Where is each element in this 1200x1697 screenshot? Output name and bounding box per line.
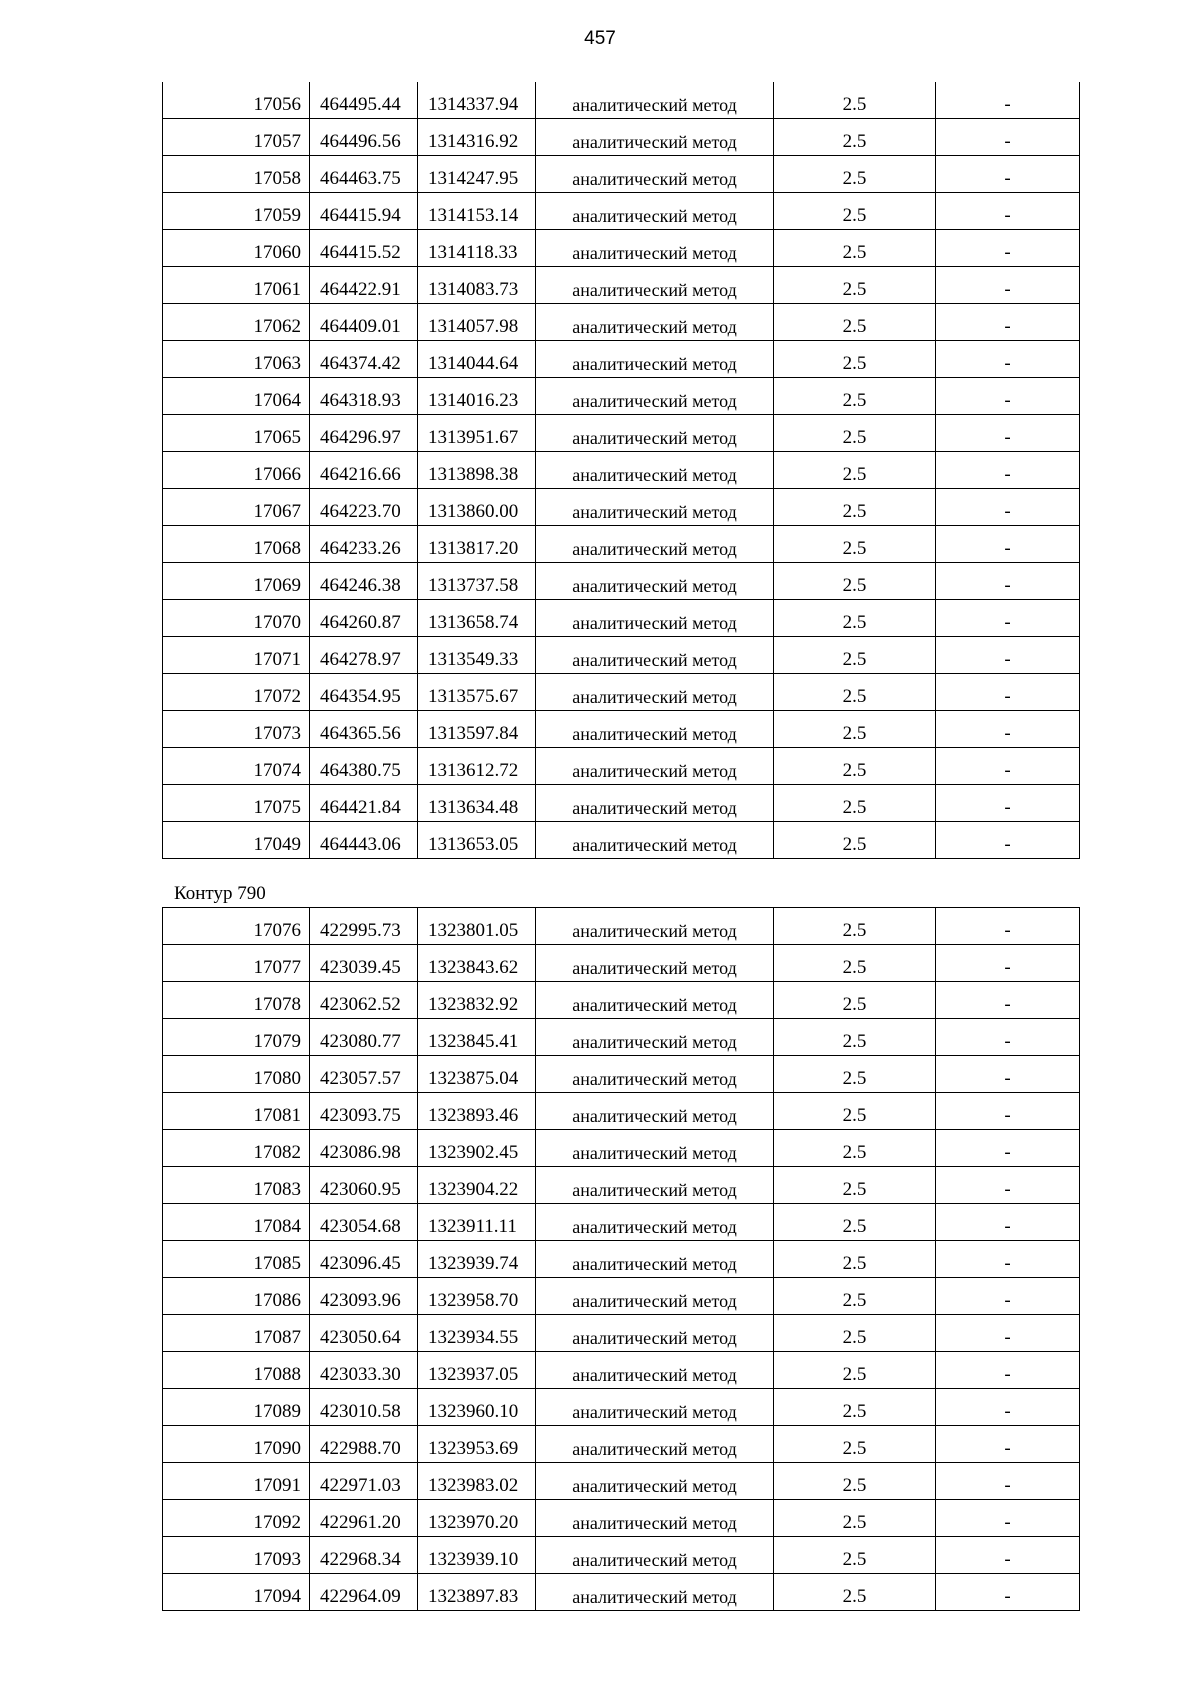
table-row bbox=[163, 452, 1080, 489]
table-row bbox=[163, 785, 1080, 822]
table-row bbox=[163, 982, 1080, 1019]
x-coordinate-cell: 464365.56 bbox=[310, 711, 418, 748]
point-number-cell: 17075 bbox=[163, 785, 310, 822]
accuracy-cell: 2.5 bbox=[774, 1389, 936, 1426]
x-coordinate-cell: 423010.58 bbox=[310, 1389, 418, 1426]
accuracy-cell: 2.5 bbox=[774, 1056, 936, 1093]
x-coordinate-cell: 464233.26 bbox=[310, 526, 418, 563]
note-cell: - bbox=[936, 1463, 1080, 1500]
x-coordinate-cell: 464421.84 bbox=[310, 785, 418, 822]
method-cell: аналитический метод bbox=[536, 1426, 774, 1463]
x-coordinate-cell: 464380.75 bbox=[310, 748, 418, 785]
note-cell: - bbox=[936, 489, 1080, 526]
note-cell: - bbox=[936, 1315, 1080, 1352]
note-cell: - bbox=[936, 748, 1080, 785]
method-cell: аналитический метод bbox=[536, 378, 774, 415]
table-row bbox=[163, 230, 1080, 267]
table-row bbox=[163, 1426, 1080, 1463]
note-cell: - bbox=[936, 1204, 1080, 1241]
accuracy-cell: 2.5 bbox=[774, 711, 936, 748]
accuracy-cell: 2.5 bbox=[774, 1241, 936, 1278]
table-row bbox=[163, 945, 1080, 982]
x-coordinate-cell: 464374.42 bbox=[310, 341, 418, 378]
table-row bbox=[163, 748, 1080, 785]
table-row bbox=[163, 1389, 1080, 1426]
point-number-cell: 17083 bbox=[163, 1167, 310, 1204]
method-cell: аналитический метод bbox=[536, 945, 774, 982]
method-cell: аналитический метод bbox=[536, 1056, 774, 1093]
y-coordinate-cell: 1313575.67 bbox=[418, 674, 536, 711]
y-coordinate-cell: 1313658.74 bbox=[418, 600, 536, 637]
y-coordinate-cell: 1314118.33 bbox=[418, 230, 536, 267]
x-coordinate-cell: 423093.75 bbox=[310, 1093, 418, 1130]
accuracy-cell: 2.5 bbox=[774, 304, 936, 341]
point-number-cell: 17076 bbox=[163, 908, 310, 945]
note-cell: - bbox=[936, 1500, 1080, 1537]
table-row bbox=[163, 1537, 1080, 1574]
table-row bbox=[163, 1500, 1080, 1537]
point-number-cell: 17063 bbox=[163, 341, 310, 378]
method-cell: аналитический метод bbox=[536, 1389, 774, 1426]
table-row bbox=[163, 1130, 1080, 1167]
note-cell: - bbox=[936, 637, 1080, 674]
table-row bbox=[163, 563, 1080, 600]
note-cell: - bbox=[936, 674, 1080, 711]
table-row bbox=[163, 119, 1080, 156]
table-row bbox=[163, 1204, 1080, 1241]
table-row bbox=[163, 193, 1080, 230]
accuracy-cell: 2.5 bbox=[774, 452, 936, 489]
x-coordinate-cell: 423062.52 bbox=[310, 982, 418, 1019]
note-cell: - bbox=[936, 341, 1080, 378]
method-cell: аналитический метод bbox=[536, 1500, 774, 1537]
x-coordinate-cell: 423093.96 bbox=[310, 1278, 418, 1315]
x-coordinate-cell: 464296.97 bbox=[310, 415, 418, 452]
note-cell: - bbox=[936, 982, 1080, 1019]
y-coordinate-cell: 1314083.73 bbox=[418, 267, 536, 304]
point-number-cell: 17049 bbox=[163, 822, 310, 859]
x-coordinate-cell: 423080.77 bbox=[310, 1019, 418, 1056]
note-cell: - bbox=[936, 1241, 1080, 1278]
accuracy-cell: 2.5 bbox=[774, 156, 936, 193]
y-coordinate-cell: 1313898.38 bbox=[418, 452, 536, 489]
point-number-cell: 17068 bbox=[163, 526, 310, 563]
method-cell: аналитический метод bbox=[536, 674, 774, 711]
y-coordinate-cell: 1323983.02 bbox=[418, 1463, 536, 1500]
method-cell: аналитический метод bbox=[536, 785, 774, 822]
y-coordinate-cell: 1323897.83 bbox=[418, 1574, 536, 1611]
accuracy-cell: 2.5 bbox=[774, 600, 936, 637]
y-coordinate-cell: 1314153.14 bbox=[418, 193, 536, 230]
table-row bbox=[163, 341, 1080, 378]
method-cell: аналитический метод bbox=[536, 230, 774, 267]
y-coordinate-cell: 1313737.58 bbox=[418, 563, 536, 600]
y-coordinate-cell: 1323902.45 bbox=[418, 1130, 536, 1167]
point-number-cell: 17091 bbox=[163, 1463, 310, 1500]
x-coordinate-cell: 423060.95 bbox=[310, 1167, 418, 1204]
method-cell: аналитический метод bbox=[536, 1019, 774, 1056]
point-number-cell: 17084 bbox=[163, 1204, 310, 1241]
note-cell: - bbox=[936, 1130, 1080, 1167]
method-cell: аналитический метод bbox=[536, 415, 774, 452]
accuracy-cell: 2.5 bbox=[774, 230, 936, 267]
table-row bbox=[163, 1574, 1080, 1611]
point-number-cell: 17080 bbox=[163, 1056, 310, 1093]
note-cell: - bbox=[936, 1574, 1080, 1611]
table-row bbox=[163, 1463, 1080, 1500]
accuracy-cell: 2.5 bbox=[774, 637, 936, 674]
table-row bbox=[163, 600, 1080, 637]
point-number-cell: 17073 bbox=[163, 711, 310, 748]
y-coordinate-cell: 1323934.55 bbox=[418, 1315, 536, 1352]
x-coordinate-cell: 464354.95 bbox=[310, 674, 418, 711]
accuracy-cell: 2.5 bbox=[774, 526, 936, 563]
page-number: 457 bbox=[584, 28, 616, 49]
x-coordinate-cell: 423086.98 bbox=[310, 1130, 418, 1167]
table-row bbox=[163, 1241, 1080, 1278]
y-coordinate-cell: 1313653.05 bbox=[418, 822, 536, 859]
x-coordinate-cell: 422971.03 bbox=[310, 1463, 418, 1500]
y-coordinate-cell: 1314316.92 bbox=[418, 119, 536, 156]
accuracy-cell: 2.5 bbox=[774, 267, 936, 304]
table-row bbox=[163, 1352, 1080, 1389]
table-row bbox=[163, 711, 1080, 748]
accuracy-cell: 2.5 bbox=[774, 563, 936, 600]
point-number-cell: 17057 bbox=[163, 119, 310, 156]
note-cell: - bbox=[936, 1352, 1080, 1389]
x-coordinate-cell: 464415.52 bbox=[310, 230, 418, 267]
accuracy-cell: 2.5 bbox=[774, 1426, 936, 1463]
note-cell: - bbox=[936, 452, 1080, 489]
table-row bbox=[163, 156, 1080, 193]
y-coordinate-cell: 1314044.64 bbox=[418, 341, 536, 378]
point-number-cell: 17069 bbox=[163, 563, 310, 600]
accuracy-cell: 2.5 bbox=[774, 193, 936, 230]
point-number-cell: 17093 bbox=[163, 1537, 310, 1574]
method-cell: аналитический метод bbox=[536, 748, 774, 785]
y-coordinate-cell: 1323911.11 bbox=[418, 1204, 536, 1241]
y-coordinate-cell: 1313951.67 bbox=[418, 415, 536, 452]
y-coordinate-cell: 1313612.72 bbox=[418, 748, 536, 785]
note-cell: - bbox=[936, 1537, 1080, 1574]
table-row bbox=[163, 415, 1080, 452]
x-coordinate-cell: 464223.70 bbox=[310, 489, 418, 526]
y-coordinate-cell: 1314016.23 bbox=[418, 378, 536, 415]
x-coordinate-cell: 422968.34 bbox=[310, 1537, 418, 1574]
accuracy-cell: 2.5 bbox=[774, 1130, 936, 1167]
accuracy-cell: 2.5 bbox=[774, 748, 936, 785]
method-cell: аналитический метод bbox=[536, 489, 774, 526]
table-row bbox=[163, 304, 1080, 341]
table-row bbox=[163, 1019, 1080, 1056]
y-coordinate-cell: 1323939.74 bbox=[418, 1241, 536, 1278]
method-cell: аналитический метод bbox=[536, 304, 774, 341]
note-cell: - bbox=[936, 526, 1080, 563]
note-cell: - bbox=[936, 378, 1080, 415]
accuracy-cell: 2.5 bbox=[774, 822, 936, 859]
y-coordinate-cell: 1314247.95 bbox=[418, 156, 536, 193]
x-coordinate-cell: 464318.93 bbox=[310, 378, 418, 415]
x-coordinate-cell: 464278.97 bbox=[310, 637, 418, 674]
y-coordinate-cell: 1323958.70 bbox=[418, 1278, 536, 1315]
y-coordinate-cell: 1323904.22 bbox=[418, 1167, 536, 1204]
table-row bbox=[163, 1278, 1080, 1315]
table-row bbox=[163, 1056, 1080, 1093]
method-cell: аналитический метод bbox=[536, 1574, 774, 1611]
y-coordinate-cell: 1323845.41 bbox=[418, 1019, 536, 1056]
y-coordinate-cell: 1323843.62 bbox=[418, 945, 536, 982]
point-number-cell: 17060 bbox=[163, 230, 310, 267]
note-cell: - bbox=[936, 415, 1080, 452]
table-row bbox=[163, 378, 1080, 415]
point-number-cell: 17071 bbox=[163, 637, 310, 674]
method-cell: аналитический метод bbox=[536, 600, 774, 637]
method-cell: аналитический метод bbox=[536, 1204, 774, 1241]
accuracy-cell: 2.5 bbox=[774, 1537, 936, 1574]
note-cell: - bbox=[936, 822, 1080, 859]
y-coordinate-cell: 1323893.46 bbox=[418, 1093, 536, 1130]
point-number-cell: 17085 bbox=[163, 1241, 310, 1278]
table-row bbox=[163, 526, 1080, 563]
accuracy-cell: 2.5 bbox=[774, 1278, 936, 1315]
point-number-cell: 17086 bbox=[163, 1278, 310, 1315]
method-cell: аналитический метод bbox=[536, 822, 774, 859]
x-coordinate-cell: 464496.56 bbox=[310, 119, 418, 156]
point-number-cell: 17089 bbox=[163, 1389, 310, 1426]
table-row bbox=[163, 82, 1080, 119]
note-cell: - bbox=[936, 1389, 1080, 1426]
x-coordinate-cell: 464443.06 bbox=[310, 822, 418, 859]
method-cell: аналитический метод bbox=[536, 452, 774, 489]
table-row bbox=[163, 674, 1080, 711]
method-cell: аналитический метод bbox=[536, 1093, 774, 1130]
note-cell: - bbox=[936, 156, 1080, 193]
accuracy-cell: 2.5 bbox=[774, 1315, 936, 1352]
point-number-cell: 17065 bbox=[163, 415, 310, 452]
method-cell: аналитический метод bbox=[536, 267, 774, 304]
point-number-cell: 17077 bbox=[163, 945, 310, 982]
x-coordinate-cell: 464260.87 bbox=[310, 600, 418, 637]
table-row bbox=[163, 1093, 1080, 1130]
point-number-cell: 17062 bbox=[163, 304, 310, 341]
method-cell: аналитический метод bbox=[536, 1315, 774, 1352]
table-row bbox=[163, 1315, 1080, 1352]
x-coordinate-cell: 464216.66 bbox=[310, 452, 418, 489]
table-row bbox=[163, 637, 1080, 674]
accuracy-cell: 2.5 bbox=[774, 1019, 936, 1056]
x-coordinate-cell: 464246.38 bbox=[310, 563, 418, 600]
note-cell: - bbox=[936, 563, 1080, 600]
accuracy-cell: 2.5 bbox=[774, 908, 936, 945]
method-cell: аналитический метод bbox=[536, 1463, 774, 1500]
y-coordinate-cell: 1313549.33 bbox=[418, 637, 536, 674]
method-cell: аналитический метод bbox=[536, 711, 774, 748]
point-number-cell: 17059 bbox=[163, 193, 310, 230]
accuracy-cell: 2.5 bbox=[774, 674, 936, 711]
note-cell: - bbox=[936, 193, 1080, 230]
point-number-cell: 17067 bbox=[163, 489, 310, 526]
note-cell: - bbox=[936, 1056, 1080, 1093]
method-cell: аналитический метод bbox=[536, 1241, 774, 1278]
table-row bbox=[163, 908, 1080, 945]
point-number-cell: 17092 bbox=[163, 1500, 310, 1537]
y-coordinate-cell: 1323939.10 bbox=[418, 1537, 536, 1574]
point-number-cell: 17070 bbox=[163, 600, 310, 637]
coordinates-table-2 bbox=[162, 907, 1080, 1611]
accuracy-cell: 2.5 bbox=[774, 982, 936, 1019]
method-cell: аналитический метод bbox=[536, 1278, 774, 1315]
method-cell: аналитический метод bbox=[536, 908, 774, 945]
table-row bbox=[163, 1167, 1080, 1204]
x-coordinate-cell: 423039.45 bbox=[310, 945, 418, 982]
accuracy-cell: 2.5 bbox=[774, 341, 936, 378]
coordinates-table-1 bbox=[162, 82, 1080, 859]
point-number-cell: 17088 bbox=[163, 1352, 310, 1389]
table-row bbox=[163, 822, 1080, 859]
method-cell: аналитический метод bbox=[536, 82, 774, 119]
note-cell: - bbox=[936, 1426, 1080, 1463]
y-coordinate-cell: 1313817.20 bbox=[418, 526, 536, 563]
point-number-cell: 17082 bbox=[163, 1130, 310, 1167]
x-coordinate-cell: 423057.57 bbox=[310, 1056, 418, 1093]
note-cell: - bbox=[936, 82, 1080, 119]
x-coordinate-cell: 422988.70 bbox=[310, 1426, 418, 1463]
y-coordinate-cell: 1323801.05 bbox=[418, 908, 536, 945]
note-cell: - bbox=[936, 304, 1080, 341]
point-number-cell: 17066 bbox=[163, 452, 310, 489]
x-coordinate-cell: 464495.44 bbox=[310, 82, 418, 119]
method-cell: аналитический метод bbox=[536, 119, 774, 156]
y-coordinate-cell: 1313860.00 bbox=[418, 489, 536, 526]
method-cell: аналитический метод bbox=[536, 1352, 774, 1389]
point-number-cell: 17087 bbox=[163, 1315, 310, 1352]
note-cell: - bbox=[936, 908, 1080, 945]
accuracy-cell: 2.5 bbox=[774, 945, 936, 982]
point-number-cell: 17094 bbox=[163, 1574, 310, 1611]
y-coordinate-cell: 1323875.04 bbox=[418, 1056, 536, 1093]
accuracy-cell: 2.5 bbox=[774, 1093, 936, 1130]
note-cell: - bbox=[936, 1093, 1080, 1130]
y-coordinate-cell: 1314337.94 bbox=[418, 82, 536, 119]
point-number-cell: 17079 bbox=[163, 1019, 310, 1056]
note-cell: - bbox=[936, 230, 1080, 267]
x-coordinate-cell: 422995.73 bbox=[310, 908, 418, 945]
x-coordinate-cell: 423096.45 bbox=[310, 1241, 418, 1278]
note-cell: - bbox=[936, 711, 1080, 748]
table-row bbox=[163, 267, 1080, 304]
x-coordinate-cell: 422964.09 bbox=[310, 1574, 418, 1611]
note-cell: - bbox=[936, 600, 1080, 637]
y-coordinate-cell: 1313597.84 bbox=[418, 711, 536, 748]
accuracy-cell: 2.5 bbox=[774, 82, 936, 119]
method-cell: аналитический метод bbox=[536, 637, 774, 674]
point-number-cell: 17061 bbox=[163, 267, 310, 304]
y-coordinate-cell: 1313634.48 bbox=[418, 785, 536, 822]
note-cell: - bbox=[936, 785, 1080, 822]
y-coordinate-cell: 1323953.69 bbox=[418, 1426, 536, 1463]
note-cell: - bbox=[936, 119, 1080, 156]
x-coordinate-cell: 464422.91 bbox=[310, 267, 418, 304]
point-number-cell: 17064 bbox=[163, 378, 310, 415]
note-cell: - bbox=[936, 267, 1080, 304]
accuracy-cell: 2.5 bbox=[774, 1574, 936, 1611]
x-coordinate-cell: 423054.68 bbox=[310, 1204, 418, 1241]
method-cell: аналитический метод bbox=[536, 1167, 774, 1204]
accuracy-cell: 2.5 bbox=[774, 1167, 936, 1204]
x-coordinate-cell: 422961.20 bbox=[310, 1500, 418, 1537]
accuracy-cell: 2.5 bbox=[774, 1500, 936, 1537]
y-coordinate-cell: 1323960.10 bbox=[418, 1389, 536, 1426]
accuracy-cell: 2.5 bbox=[774, 1352, 936, 1389]
method-cell: аналитический метод bbox=[536, 982, 774, 1019]
accuracy-cell: 2.5 bbox=[774, 1463, 936, 1500]
method-cell: аналитический метод bbox=[536, 526, 774, 563]
note-cell: - bbox=[936, 1019, 1080, 1056]
method-cell: аналитический метод bbox=[536, 156, 774, 193]
point-number-cell: 17078 bbox=[163, 982, 310, 1019]
y-coordinate-cell: 1323937.05 bbox=[418, 1352, 536, 1389]
point-number-cell: 17074 bbox=[163, 748, 310, 785]
accuracy-cell: 2.5 bbox=[774, 378, 936, 415]
method-cell: аналитический метод bbox=[536, 1130, 774, 1167]
note-cell: - bbox=[936, 1167, 1080, 1204]
y-coordinate-cell: 1314057.98 bbox=[418, 304, 536, 341]
point-number-cell: 17090 bbox=[163, 1426, 310, 1463]
point-number-cell: 17081 bbox=[163, 1093, 310, 1130]
y-coordinate-cell: 1323970.20 bbox=[418, 1500, 536, 1537]
point-number-cell: 17058 bbox=[163, 156, 310, 193]
x-coordinate-cell: 464415.94 bbox=[310, 193, 418, 230]
note-cell: - bbox=[936, 1278, 1080, 1315]
method-cell: аналитический метод bbox=[536, 563, 774, 600]
accuracy-cell: 2.5 bbox=[774, 785, 936, 822]
note-cell: - bbox=[936, 945, 1080, 982]
method-cell: аналитический метод bbox=[536, 1537, 774, 1574]
point-number-cell: 17056 bbox=[163, 82, 310, 119]
point-number-cell: 17072 bbox=[163, 674, 310, 711]
accuracy-cell: 2.5 bbox=[774, 1204, 936, 1241]
x-coordinate-cell: 464463.75 bbox=[310, 156, 418, 193]
accuracy-cell: 2.5 bbox=[774, 415, 936, 452]
x-coordinate-cell: 464409.01 bbox=[310, 304, 418, 341]
y-coordinate-cell: 1323832.92 bbox=[418, 982, 536, 1019]
accuracy-cell: 2.5 bbox=[774, 119, 936, 156]
method-cell: аналитический метод bbox=[536, 193, 774, 230]
contour-label: Контур 790 bbox=[174, 883, 266, 904]
table-row bbox=[163, 489, 1080, 526]
x-coordinate-cell: 423050.64 bbox=[310, 1315, 418, 1352]
method-cell: аналитический метод bbox=[536, 341, 774, 378]
accuracy-cell: 2.5 bbox=[774, 489, 936, 526]
x-coordinate-cell: 423033.30 bbox=[310, 1352, 418, 1389]
